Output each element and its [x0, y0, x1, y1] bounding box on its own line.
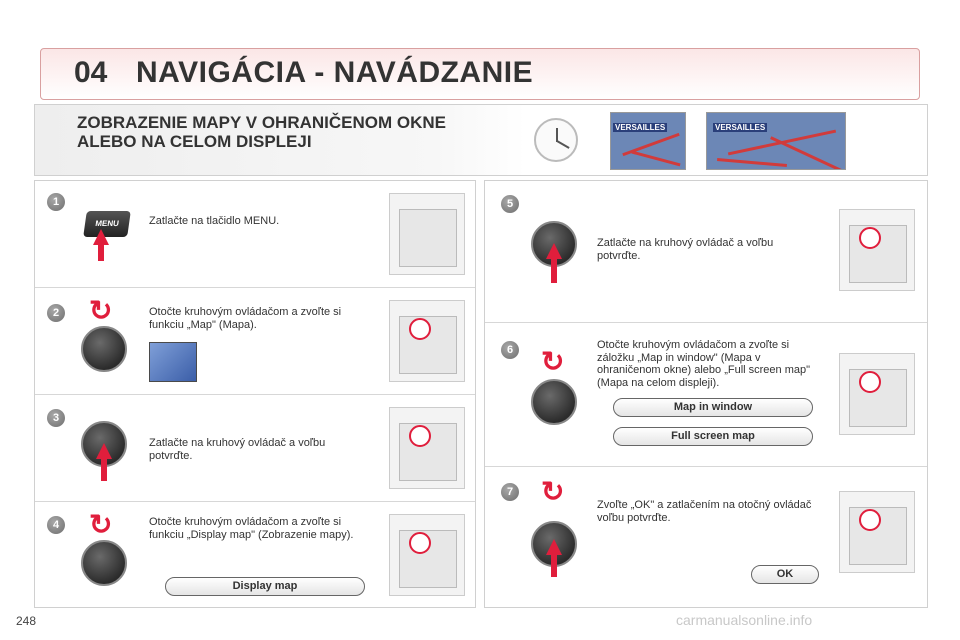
- map-window-thumbnail: [610, 112, 686, 170]
- step-number: 3: [47, 409, 65, 427]
- step-1: [35, 181, 475, 288]
- device-knob-highlight: [859, 509, 881, 531]
- device-panel: [399, 209, 457, 267]
- press-arrow-icon: [96, 443, 112, 459]
- step-text: Otočte kruhovým ovládačom a zvoľte si funkciu „Display map" (Zobrazenie mapy).: [149, 516, 354, 541]
- chapter-title: NAVIGÁCIA - NAVÁDZANIE: [136, 56, 534, 89]
- map-fullscreen-thumbnail: [706, 112, 846, 170]
- control-panel-icon: [389, 193, 465, 275]
- rotate-arrow-icon: ↻: [541, 346, 565, 377]
- step-3: [35, 395, 475, 502]
- step-text: Zvoľte „OK" a zatlačením na otočný ovládač voľbu potvrďte.: [597, 499, 812, 524]
- chapter-header: [40, 48, 920, 100]
- device-knob-highlight: [859, 371, 881, 393]
- step-number: 7: [501, 483, 519, 501]
- press-arrow-shaft: [551, 259, 557, 283]
- step-7: [485, 467, 927, 607]
- control-panel-icon: [389, 300, 465, 382]
- step-text: Zatlačte na kruhový ovládač a voľbu potvrďte.: [149, 437, 326, 462]
- control-panel-icon: [389, 407, 465, 489]
- press-arrow-shaft: [551, 555, 557, 577]
- page-number: 248: [16, 614, 37, 628]
- steps-column-right: [484, 180, 928, 608]
- rotate-arrow-icon: ↻: [89, 509, 113, 540]
- step-number: 4: [47, 516, 65, 534]
- step-text: Zatlačte na kruhový ovládač a voľbu potvrďte.: [597, 237, 774, 262]
- device-knob-highlight: [409, 425, 431, 447]
- option-display-map: Display map: [165, 577, 365, 596]
- step-2: [35, 288, 475, 395]
- map-road: [717, 158, 787, 167]
- control-panel-icon: [389, 514, 465, 596]
- step-6: [485, 323, 927, 467]
- rotary-knob-icon: [531, 379, 577, 425]
- step-text: Otočte kruhovým ovládačom a zvoľte si funkciu „Map" (Mapa).: [149, 306, 342, 331]
- section-title: ZOBRAZENIE MAPY V OHRANIČENOM OKNE ALEBO NA CELOM DISPLEJI: [77, 113, 446, 151]
- step-number: 6: [501, 341, 519, 359]
- option-full-screen-map: Full screen map: [613, 427, 813, 446]
- device-knob-highlight: [409, 532, 431, 554]
- menu-button: MENU: [83, 211, 131, 237]
- step-number: 1: [47, 193, 65, 211]
- step-number: 2: [47, 304, 65, 322]
- rotary-knob-icon: [81, 326, 127, 372]
- clock-icon: [534, 118, 578, 162]
- control-panel-icon: [839, 491, 915, 573]
- device-knob-highlight: [409, 318, 431, 340]
- step-5: [485, 181, 927, 323]
- map-road: [631, 151, 680, 167]
- rotary-knob-icon: [81, 540, 127, 586]
- press-arrow-icon: [546, 539, 562, 555]
- option-map-in-window: Map in window: [613, 398, 813, 417]
- option-ok: OK: [751, 565, 819, 584]
- rotate-arrow-icon: ↻: [541, 476, 565, 507]
- clock-minute-hand: [557, 140, 570, 149]
- press-arrow-shaft: [98, 245, 104, 261]
- press-arrow-icon: [546, 243, 562, 259]
- watermark: carmanualsonline.info: [676, 612, 813, 628]
- step-text: Zatlačte na tlačidlo MENU.: [149, 215, 280, 227]
- rotate-arrow-icon: ↻: [89, 295, 113, 326]
- chapter-number: 04: [74, 56, 108, 89]
- steps-column-left: [34, 180, 476, 608]
- map-function-icon: [149, 342, 197, 382]
- step-4: [35, 502, 475, 609]
- press-arrow-icon: [93, 229, 109, 245]
- step-text: Otočte kruhovým ovládačom a zvoľte si záložku „Map in window" (Mapa v ohraničenom okne) alebo „Full screen map" (Mapa na celom displeji).: [597, 339, 811, 389]
- control-panel-icon: [839, 209, 915, 291]
- device-knob-highlight: [859, 227, 881, 249]
- control-panel-icon: [839, 353, 915, 435]
- map-label: VERSAILLES: [715, 123, 766, 132]
- step-number: 5: [501, 195, 519, 213]
- map-label: VERSAILLES: [615, 123, 666, 132]
- press-arrow-shaft: [101, 459, 107, 481]
